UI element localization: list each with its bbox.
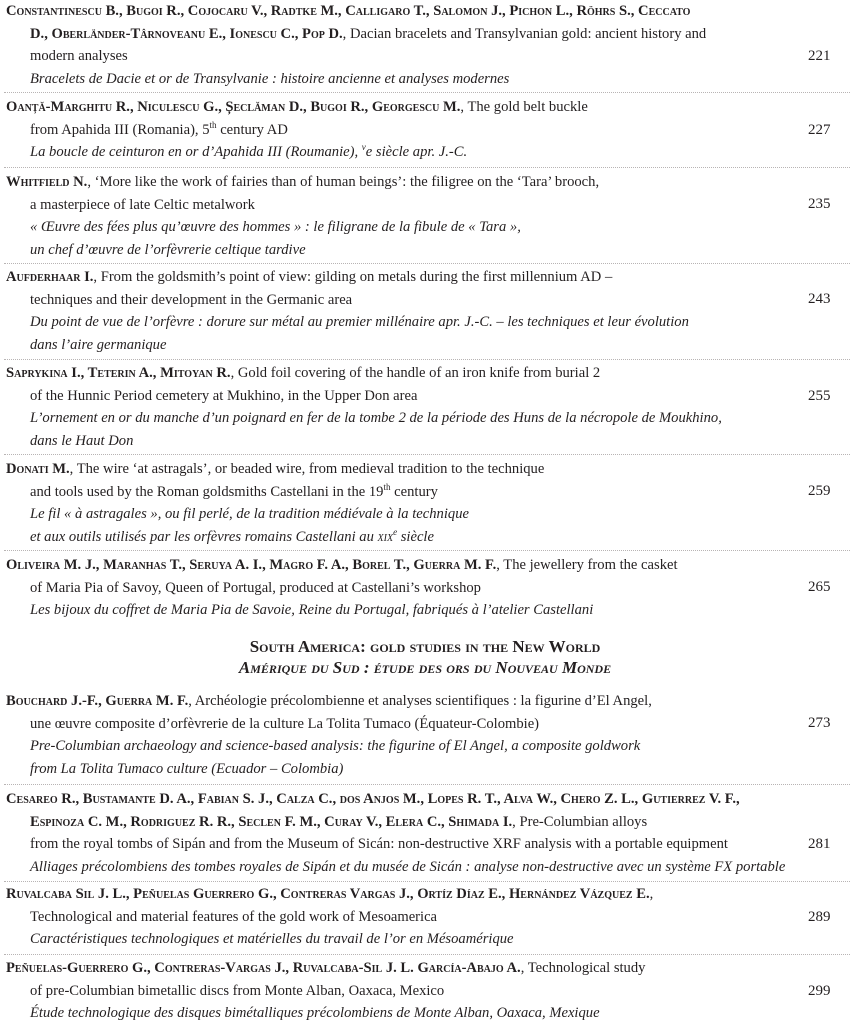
entry-french-title: from La Tolita Tumaco culture (Ecuador – Colombia) [30,761,344,778]
entry-title: century AD [216,121,288,138]
page-number: 255 [808,388,831,404]
entry-title: une œuvre composite d’orfèvrerie de la culture La Tolita Tumaco (Équateur-Colombie) [30,715,540,732]
entry-title: techniques and their development in the Germanic area [30,291,353,308]
roman-numeral: xix [377,529,394,546]
entry-authors: Saprykina I., Teterin A., Mitoyan R. [6,365,231,381]
entry-french-title: Étude technologique des disques bimétalliques précolombiens de Monte Alban, Oaxaca, Mexique [30,1005,600,1022]
entry-french-title: « Œuvre des fées plus qu’œuvre des hommes » : le filigrane de la fibule de « Tara », [30,219,521,236]
entry-french-title: et aux outils utilisés par les orfèvres romains Castellani au [30,529,378,546]
page-number: 265 [808,579,831,595]
entry-title: , Pre-Columbian alloys [512,813,648,830]
page-number: 221 [808,48,831,64]
dotted-separator [4,359,850,360]
entry-french-title: un chef d’œuvre de l’orfèvrerie celtique tardive [30,242,306,259]
toc-entry [6,957,850,1025]
entry-authors: Oanță-Marghitu R., Niculescu G., Șeclăman D., Bugoi R., Georgescu M. [6,99,461,115]
entry-authors: Aufderhaar I. [6,269,94,285]
entry-title: modern analyses [30,48,128,65]
entry-authors: Oliveira M. J., Maranhas T., Seruya A. I., Magro F. A., Borel T., Guerra M. F. [6,557,497,573]
dotted-separator [4,92,850,93]
page-number: 289 [808,909,831,925]
entry-french-title: dans l’aire germanique [30,337,167,354]
entry-french-title: dans le Haut Don [30,433,134,450]
page-number: 273 [808,715,831,731]
entry-title: , Dacian bracelets and Transylvanian gold: ancient history and [342,25,707,42]
entry-authors: Bouchard J.-F., Guerra M. F. [6,693,189,709]
page-number: 281 [808,836,831,852]
toc-entry [6,171,850,262]
entry-title: , The wire ‘at astragals’, or beaded wire, from medieval tradition to the technique [69,461,545,477]
toc-entry [6,788,850,879]
page-number: 227 [808,122,831,138]
entry-title: of pre-Columbian bimetallic discs from Monte Alban, Oaxaca, Mexico [30,982,445,999]
entry-title: , [649,886,654,902]
section-title-english: South America: gold studies in the New World [249,637,601,656]
entry-title: , Technological study [520,960,646,976]
dotted-separator [4,954,850,955]
entry-authors: Ruvalcaba Sil J. L., Peñuelas Guerrero G., Contreras Vargas J., Ortíz Díaz E., Hernández Vázquez E. [6,886,650,902]
entry-title: , From the goldsmith’s point of view: gilding on metals during the first millennium AD – [93,269,613,285]
entry-authors: Peñuelas-Guerrero G., Contreras-Vargas J., Ruvalcaba-Sil J. L. García-Abajo A. [6,960,521,976]
entry-title: from Apahida III (Romania), 5 [30,121,210,138]
toc-entry [6,362,850,453]
superscript: e [393,527,398,538]
entry-title: Technological and material features of the gold work of Mesoamerica [30,908,438,925]
dotted-separator [4,881,850,882]
section-title-french: Amérique du Sud : étude des ors du Nouveau Monde [238,658,612,677]
entry-title: from the royal tombs of Sipán and from the Museum of Sicán: non-destructive XRF analysis with a portable equipment [30,836,728,853]
toc-entry [6,883,850,951]
entry-french-title: e siècle apr. J.-C. [365,144,468,161]
entry-french-title: Bracelets de Dacie et or de Transylvanie : histoire ancienne et analyses modernes [30,71,510,88]
entry-title: and tools used by the Roman goldsmiths Castellani in the 19 [30,483,384,500]
entry-authors: D., Oberländer-Târnoveanu E., Ionescu C., Pop D. [30,25,343,42]
toc-entry [6,266,850,357]
superscript: th [209,119,217,130]
page-number: 235 [808,196,831,212]
page-number: 259 [808,483,831,499]
entry-french-title: Le fil « à astragales », ou fil perlé, de la tradition médiévale à la technique [30,506,469,523]
entry-title: century [390,483,438,500]
dotted-separator [4,550,850,551]
entry-authors: Constantinescu B., Bugoi R., Cojocaru V., Radtke M., Calligaro T., Salomon J., Pichon L., Röhrs S., Ceccato [6,3,691,19]
toc-entry [6,690,850,781]
entry-title: , Archéologie précolombienne et analyses scientifiques : la figurine d’El Angel, [188,693,652,709]
entry-title: , ‘More like the work of fairies than of human beings’: the filigree on the ‘Tara’ brooch, [87,174,600,190]
entry-title: , The gold belt buckle [460,99,588,115]
entry-title: of Maria Pia of Savoy, Queen of Portugal, produced at Castellani’s workshop [30,579,481,596]
entry-title: of the Hunnic Period cemetery at Mukhino, in the Upper Don area [30,387,418,404]
toc-entry [6,458,850,549]
entry-french-title: L’ornement en or du manche d’un poignard en fer de la tombe 2 de la période des Huns de la nécropole de Moukhino, [30,410,722,427]
page-number: 299 [808,983,831,999]
entry-title: a masterpiece of late Celtic metalwork [30,196,255,213]
toc-entry [6,554,850,622]
dotted-separator [4,263,850,264]
entry-french-title: La boucle de ceinturon en or d’Apahida III (Roumanie), [30,144,362,161]
entry-french-title: siècle [397,529,434,546]
section-heading [0,636,850,678]
superscript: v [361,142,366,153]
entry-french-title: Caractéristiques technologiques et matérielles du travail de l’or en Mésoamérique [30,931,514,948]
dotted-separator [4,454,850,455]
entry-french-title: Du point de vue de l’orfèvre : dorure sur métal au premier millénaire apr. J.-C. – les techniques et leur évolution [30,314,689,331]
entry-authors: Whitfield N. [6,174,88,190]
entry-title: , The jewellery from the casket [496,557,678,573]
entry-french-title: Les bijoux du coffret de Maria Pia de Savoie, Reine du Portugal, fabriqués à l’atelier Castellani [30,602,594,619]
superscript: th [383,481,391,492]
entry-authors: Donati M. [6,461,70,477]
entry-authors: Cesareo R., Bustamante D. A., Fabian S. J., Calza C., dos Anjos M., Lopes R. T., Alva W., Chero Z. L., Gutierrez V. F., [6,791,740,807]
toc-entry [6,0,850,91]
entry-french-title: Alliages précolombiens des tombes royales de Sipán et du musée de Sicán : analyse non-destructive avec un système FX portable [30,859,786,876]
toc-entry [6,96,850,164]
entry-french-title: Pre-Columbian archaeology and science-based analysis: the figurine of El Angel, a composite goldwork [30,738,641,755]
dotted-separator [4,167,850,168]
entry-title: , Gold foil covering of the handle of an iron knife from burial 2 [230,365,601,381]
page-number: 243 [808,291,831,307]
entry-authors: Espinoza C. M., Rodriguez R. R., Seclen F. M., Curay V., Elera C., Shimada I. [30,813,513,830]
dotted-separator [4,784,850,785]
